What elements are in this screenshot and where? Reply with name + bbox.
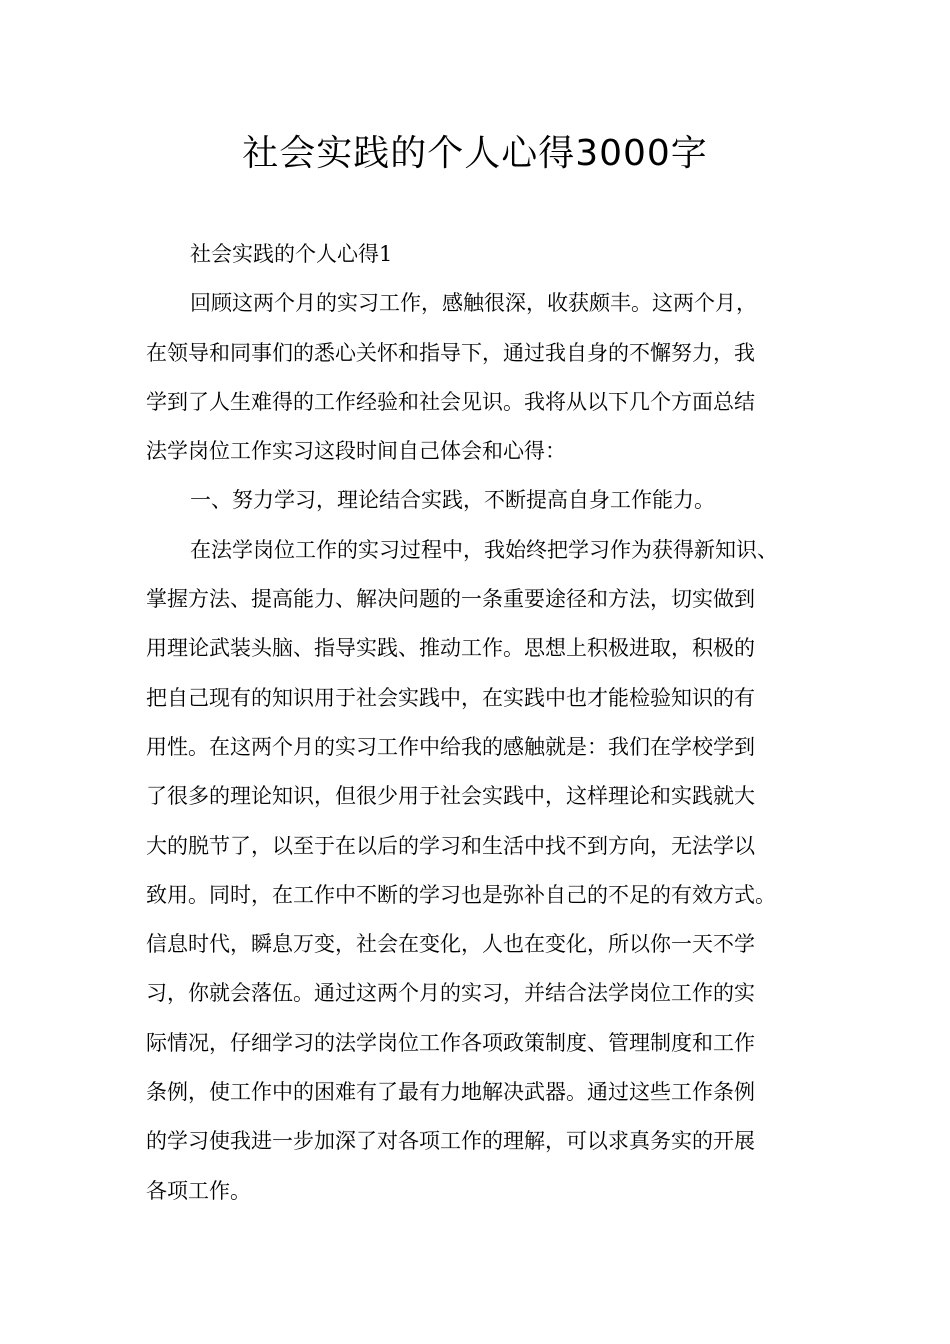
subheading-line: 一、努力学习，理论结合实践，不断提高自身工作能力。 [190, 488, 715, 513]
paragraph-line: 习，你就会落伍。通过这两个月的实习，并结合法学岗位工作的实 [146, 981, 755, 1006]
paragraph-line: 在法学岗位工作的实习过程中，我始终把学习作为获得新知识、 [190, 537, 778, 562]
paragraph-line: 学到了人生难得的工作经验和社会见识。我将从以下几个方面总结 [146, 389, 755, 414]
paragraph-line: 信息时代，瞬息万变，社会在变化，人也在变化，所以你一天不学 [146, 932, 755, 957]
paragraph-line: 各项工作。 [146, 1178, 251, 1203]
paragraph-line: 条例，使工作中的困难有了最有力地解决武器。通过这些工作条例 [146, 1080, 755, 1105]
paragraph-line: 用理论武装头脑、指导实践、推动工作。思想上积极进取，积极的 [146, 636, 755, 661]
document-body [146, 230, 826, 1216]
paragraph-line: 了很多的理论知识，但很少用于社会实践中，这样理论和实践就大 [146, 784, 755, 809]
paragraph-line: 在领导和同事们的悉心关怀和指导下，通过我自身的不懈努力，我 [146, 340, 755, 365]
paragraph-line: 的学习使我进一步加深了对各项工作的理解，可以求真务实的开展 [146, 1129, 755, 1154]
paragraph-line: 掌握方法、提高能力、解决问题的一条重要途径和方法，切实做到 [146, 587, 755, 612]
document-title: 社会实践的个人心得3000字 [242, 133, 708, 174]
paragraph-line: 际情况，仔细学习的法学岗位工作各项政策制度、管理制度和工作 [146, 1030, 755, 1055]
paragraph-line: 把自己现有的知识用于社会实践中，在实践中也才能检验知识的有 [146, 685, 755, 710]
paragraph-line: 用性。在这两个月的实习工作中给我的感触就是：我们在学校学到 [146, 734, 755, 759]
paragraph-line: 致用。同时，在工作中不断的学习也是弥补自己的不足的有效方式。 [146, 882, 776, 907]
section-heading: 社会实践的个人心得1 [190, 242, 393, 266]
paragraph-line: 法学岗位工作实习这段时间自己体会和心得： [146, 439, 566, 464]
paragraph-line: 大的脱节了，以至于在以后的学习和生活中找不到方向，无法学以 [146, 833, 755, 858]
paragraph-line: 回顾这两个月的实习工作，感触很深，收获颇丰。这两个月， [190, 291, 757, 316]
